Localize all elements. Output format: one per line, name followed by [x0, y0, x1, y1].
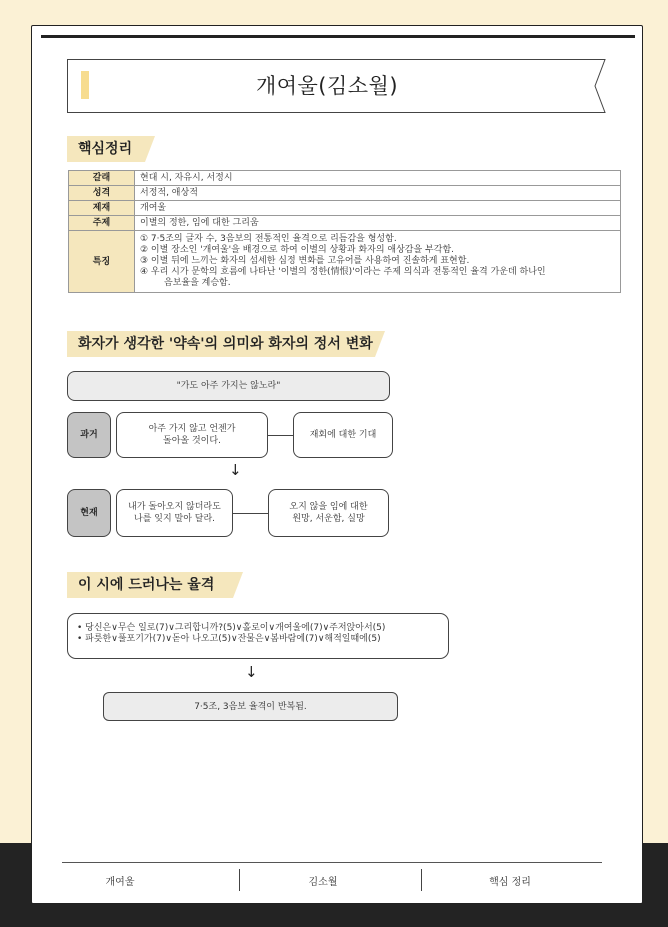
- footer-section: 핵심 정리: [489, 877, 531, 888]
- row-value: 현대 시, 자유시, 서정시: [135, 171, 621, 186]
- feature-line: 음보율을 계승함.: [164, 278, 231, 288]
- row-value: 서정적, 애상적: [135, 186, 621, 201]
- present-meaning-line: 내가 돌아오지 않더라도: [128, 502, 221, 512]
- down-arrow-icon: ↓: [229, 461, 242, 479]
- section-heading-summary: [67, 136, 155, 162]
- footer-separator: [239, 869, 240, 891]
- row-label: 성격: [69, 186, 135, 201]
- table-row: [69, 201, 621, 216]
- footer-rule: [62, 862, 602, 863]
- footer-separator: [421, 869, 422, 891]
- present-emotion-box: [268, 489, 389, 537]
- top-rule: [41, 35, 635, 38]
- worksheet-page: [31, 25, 643, 904]
- meter-result-box: 7·5조, 3음보 율격이 반복됨.: [103, 692, 398, 721]
- table-row: [69, 231, 621, 293]
- title-box: [67, 59, 607, 113]
- row-value: 이별의 정한, 임에 대한 그리움: [135, 216, 621, 231]
- past-meaning-line: 아주 가지 않고 언젠가: [148, 424, 236, 434]
- summary-table: [68, 170, 621, 293]
- past-emotion-box: 재회에 대한 기대: [293, 412, 393, 458]
- present-label: 현재: [67, 489, 111, 537]
- table-row: [69, 216, 621, 231]
- quote-box: "가도 아주 가지는 않노라": [67, 371, 390, 401]
- row-label: 특징: [69, 231, 135, 293]
- table-row: [69, 171, 621, 186]
- section-heading-meter: [67, 572, 243, 598]
- past-label: 과거: [67, 412, 111, 458]
- meter-example-line: • 당신은∨무슨 일로(7)∨그리합니까?(5)∨홀로이∨개여울에(7)∨주저앉아서(5): [77, 623, 386, 633]
- connector-line: [233, 513, 268, 514]
- section-heading-promise-text: 화자가 생각한 '약속'의 의미와 화자의 정서 변화: [78, 336, 373, 352]
- section-heading-summary-text: 핵심정리: [78, 141, 133, 157]
- present-emotion-line: 원망, 서운함, 실망: [292, 514, 365, 524]
- footer-author: 김소월: [308, 877, 338, 888]
- past-meaning-box: [116, 412, 268, 458]
- meter-example-box: [67, 613, 449, 659]
- row-label: 제재: [69, 201, 135, 216]
- feature-list: [135, 231, 621, 293]
- meter-example-line: • 파릇한∨풀포기가(7)∨돋아 나오고(5)∨잔물은∨봄바람에(7)∨해적일때에(5): [77, 634, 381, 644]
- page-title: 개여울(김소월): [255, 74, 399, 98]
- present-meaning-box: [116, 489, 233, 537]
- connector-line: [268, 435, 293, 436]
- past-meaning-line: 돌아올 것이다.: [163, 436, 221, 446]
- table-row: [69, 186, 621, 201]
- feature-line: ③ 이별 뒤에 느끼는 화자의 섬세한 심정 변화를 고유어를 사용하여 진솔하게 표현함.: [140, 256, 470, 266]
- footer-title: 개여울: [105, 877, 135, 888]
- feature-line: ① 7·5조의 글자 수, 3음보의 전통적인 율격으로 리듬감을 형성함.: [140, 234, 397, 244]
- section-heading-meter-text: 이 시에 드러나는 율격: [78, 577, 215, 593]
- row-label: 갈래: [69, 171, 135, 186]
- section-heading-promise: [67, 331, 385, 357]
- feature-line: ④ 우리 시가 문학의 흐름에 나타난 '이별의 정한(情恨)'이라는 주제 의식과 전통적인 율격 가운데 하나인: [140, 267, 546, 277]
- present-meaning-line: 나를 잊지 말아 달라.: [134, 514, 215, 524]
- feature-line: ② 이별 장소인 '개여울'을 배경으로 하여 이별의 상황과 화자의 애상감을 부각함.: [140, 245, 455, 255]
- row-value: 개여울: [135, 201, 621, 216]
- down-arrow-icon: ↓: [245, 663, 258, 681]
- present-emotion-line: 오지 않을 임에 대한: [289, 502, 368, 512]
- row-label: 주제: [69, 216, 135, 231]
